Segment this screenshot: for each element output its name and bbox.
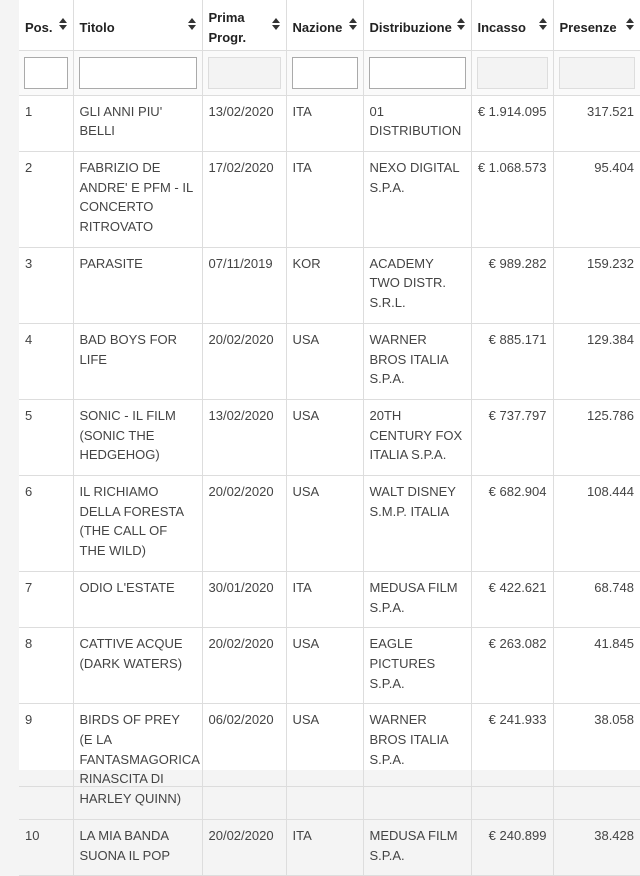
table-row (19, 628, 640, 704)
column-header-titolo[interactable] (73, 0, 202, 50)
sort-icon[interactable] (272, 18, 280, 30)
cell-pos: 10 (19, 819, 73, 875)
cell-pos: 9 (19, 704, 73, 820)
cell-presenze: 159.232 (553, 247, 640, 323)
sort-icon[interactable] (188, 18, 196, 30)
header-label: Presenze (559, 20, 617, 35)
table-row (19, 476, 640, 572)
cell-presenze: 125.786 (553, 399, 640, 475)
cell-incasso: € 1.914.095 (471, 95, 553, 151)
cell-nazione: USA (286, 399, 363, 475)
column-header-presenze[interactable] (553, 0, 640, 50)
filter-cell-pos (19, 50, 73, 95)
filter-disabled-presenze (559, 57, 636, 89)
cell-prima-progr: 20/02/2020 (202, 819, 286, 875)
table-row (19, 247, 640, 323)
cell-presenze: 38.058 (553, 704, 640, 820)
cell-nazione: USA (286, 704, 363, 820)
bottom-divider (19, 786, 640, 787)
cell-prima-progr: 20/02/2020 (202, 476, 286, 572)
cell-prima-progr: 13/02/2020 (202, 399, 286, 475)
cell-distribuzione: 01 DISTRIBUTION (363, 95, 471, 151)
cell-titolo: GLI ANNI PIU' BELLI (73, 95, 202, 151)
cell-prima-progr: 30/01/2020 (202, 571, 286, 627)
filter-cell-nazione (286, 50, 363, 95)
header-label: Incasso (477, 20, 526, 35)
cell-presenze: 38.428 (553, 819, 640, 875)
cell-incasso: € 422.621 (471, 571, 553, 627)
filter-cell-titolo (73, 50, 202, 95)
cell-nazione: KOR (286, 247, 363, 323)
cell-prima-progr: 20/02/2020 (202, 323, 286, 399)
cell-pos: 7 (19, 571, 73, 627)
cell-nazione: USA (286, 323, 363, 399)
table-row (19, 399, 640, 475)
filter-row (19, 50, 640, 95)
cell-nazione: USA (286, 476, 363, 572)
cell-incasso: € 1.068.573 (471, 151, 553, 247)
header-label-line1: Prima (208, 10, 245, 25)
header-label: Nazione (292, 20, 343, 35)
cell-distribuzione: WALT DISNEY S.M.P. ITALIA (363, 476, 471, 572)
cell-incasso: € 241.933 (471, 704, 553, 820)
cell-nazione: ITA (286, 819, 363, 875)
cell-distribuzione: MEDUSA FILM S.P.A. (363, 571, 471, 627)
filter-cell-prima-progr (202, 50, 286, 95)
cell-titolo: PARASITE (73, 247, 202, 323)
cell-incasso: € 737.797 (471, 399, 553, 475)
sort-icon[interactable] (349, 18, 357, 30)
filter-cell-presenze (553, 50, 640, 95)
cell-pos: 1 (19, 95, 73, 151)
cell-incasso: € 682.904 (471, 476, 553, 572)
cell-presenze: 317.521 (553, 95, 640, 151)
cell-pos: 2 (19, 151, 73, 247)
header-label: Pos. (25, 20, 53, 35)
column-header-prima-progr[interactable] (202, 0, 286, 50)
column-header-distribuzione[interactable] (363, 0, 471, 50)
cell-nazione: ITA (286, 95, 363, 151)
sort-icon[interactable] (59, 18, 67, 30)
cell-incasso: € 240.899 (471, 819, 553, 875)
cell-distribuzione: NEXO DIGITAL S.P.A. (363, 151, 471, 247)
cell-prima-progr: 17/02/2020 (202, 151, 286, 247)
header-label: Distribuzione (369, 20, 452, 35)
filter-cell-incasso (471, 50, 553, 95)
cell-pos: 5 (19, 399, 73, 475)
box-office-table (19, 0, 640, 876)
table-row (19, 151, 640, 247)
table-row (19, 819, 640, 875)
column-header-incasso[interactable] (471, 0, 553, 50)
cell-presenze: 95.404 (553, 151, 640, 247)
header-label-line2: Progr. (208, 30, 247, 45)
cell-prima-progr: 07/11/2019 (202, 247, 286, 323)
cell-distribuzione: EAGLE PICTURES S.P.A. (363, 628, 471, 704)
column-header-pos[interactable] (19, 0, 73, 50)
cell-titolo: BIRDS OF PREY (E LA FANTASMAGORICA RINASCITA DI HARLEY QUINN) (73, 704, 202, 820)
header-row (19, 0, 640, 50)
cell-titolo: SONIC - IL FILM (SONIC THE HEDGEHOG) (73, 399, 202, 475)
filter-disabled-incasso (477, 57, 548, 89)
cell-distribuzione: ACADEMY TWO DISTR. S.R.L. (363, 247, 471, 323)
cell-prima-progr: 06/02/2020 (202, 704, 286, 820)
column-header-nazione[interactable] (286, 0, 363, 50)
filter-input-nazione[interactable] (292, 57, 358, 89)
cell-incasso: € 885.171 (471, 323, 553, 399)
cell-titolo: BAD BOYS FOR LIFE (73, 323, 202, 399)
cell-pos: 3 (19, 247, 73, 323)
table-row (19, 95, 640, 151)
sort-icon[interactable] (457, 18, 465, 30)
cell-pos: 8 (19, 628, 73, 704)
cell-titolo: IL RICHIAMO DELLA FORESTA (THE CALL OF THE WILD) (73, 476, 202, 572)
filter-input-pos[interactable] (24, 57, 68, 89)
cell-prima-progr: 20/02/2020 (202, 628, 286, 704)
cell-distribuzione: 20TH CENTURY FOX ITALIA S.P.A. (363, 399, 471, 475)
header-label: Titolo (79, 20, 115, 35)
cell-presenze: 68.748 (553, 571, 640, 627)
box-office-table-container (19, 0, 640, 863)
table-row (19, 571, 640, 627)
cell-nazione: ITA (286, 571, 363, 627)
cell-pos: 6 (19, 476, 73, 572)
cell-distribuzione: WARNER BROS ITALIA S.P.A. (363, 704, 471, 820)
cell-nazione: ITA (286, 151, 363, 247)
cell-incasso: € 989.282 (471, 247, 553, 323)
cell-nazione: USA (286, 628, 363, 704)
cell-titolo: ODIO L'ESTATE (73, 571, 202, 627)
cell-titolo: LA MIA BANDA SUONA IL POP (73, 819, 202, 875)
cell-distribuzione: MEDUSA FILM S.P.A. (363, 819, 471, 875)
filter-disabled-prima-progr (208, 57, 281, 89)
cell-pos: 4 (19, 323, 73, 399)
cell-presenze: 41.845 (553, 628, 640, 704)
cell-titolo: FABRIZIO DE ANDRE' E PFM - IL CONCERTO RITROVATO (73, 151, 202, 247)
cell-prima-progr: 13/02/2020 (202, 95, 286, 151)
sort-icon[interactable] (539, 18, 547, 30)
header-label (209, 6, 247, 48)
filter-cell-distribuzione (363, 50, 471, 95)
cell-presenze: 108.444 (553, 476, 640, 572)
filter-input-titolo[interactable] (79, 57, 197, 89)
filter-input-distribuzione[interactable] (369, 57, 466, 89)
cell-incasso: € 263.082 (471, 628, 553, 704)
cell-titolo: CATTIVE ACQUE (DARK WATERS) (73, 628, 202, 704)
sort-icon[interactable] (626, 18, 634, 30)
cell-distribuzione: WARNER BROS ITALIA S.P.A. (363, 323, 471, 399)
table-row (19, 323, 640, 399)
cell-presenze: 129.384 (553, 323, 640, 399)
table-row (19, 704, 640, 820)
